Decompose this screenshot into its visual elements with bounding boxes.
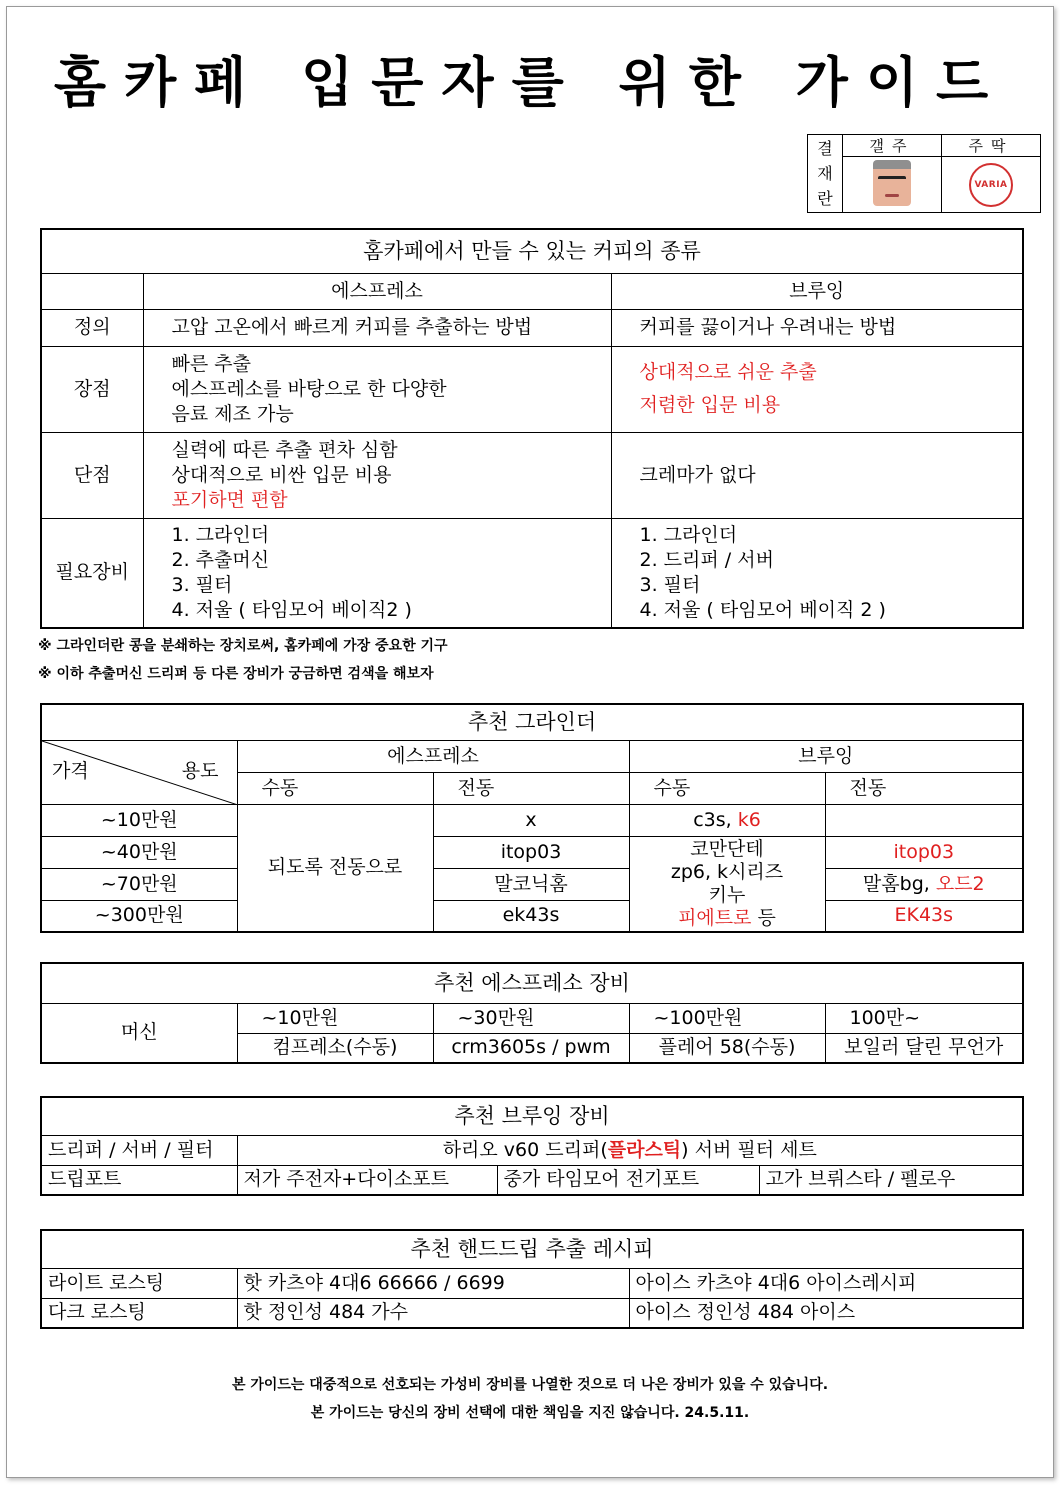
approval-label: 결 재 란 [808, 135, 843, 213]
esp-electric-1: x [433, 804, 629, 836]
light-roast-ice: 아이스 카츠야 4대6 아이스레시피 [629, 1268, 1023, 1298]
esp-price-4: 100만~ [825, 1003, 1023, 1033]
esp-price-1: ~10만원 [237, 1003, 433, 1033]
equip-espresso: 1. 그라인더 2. 추출머신 3. 필터 4. 저울 ( 타임모어 베이직2 ) [143, 518, 611, 628]
approval-stamp-cell [942, 157, 1041, 213]
esp-electric-4: ek43s [433, 900, 629, 932]
approval-col-2: 주딱 [942, 135, 1041, 157]
grinder-col-brewing: 브루잉 [629, 740, 1023, 772]
recipe-title: 추천 핸드드립 추출 레시피 [41, 1230, 1023, 1268]
pot-label: 드립포트 [41, 1165, 237, 1195]
pros-espresso: 빠른 추출 에스프레소를 바탕으로 한 다양한 음료 제조 가능 [143, 346, 611, 432]
dripper-label: 드리퍼 / 서버 / 필터 [41, 1135, 237, 1165]
price-row-1: ~10만원 [41, 804, 237, 836]
row-label-equipment: 필요장비 [41, 518, 143, 628]
espresso-gear-table [40, 962, 1024, 1064]
approval-box [807, 134, 1041, 213]
col-brewing: 브루잉 [611, 273, 1023, 309]
esp-item-3: 플레어 58(수동) [629, 1033, 825, 1063]
price-row-3: ~70만원 [41, 868, 237, 900]
esp-price-2: ~30만원 [433, 1003, 629, 1033]
esp-manual-header: 수동 [237, 772, 433, 804]
brew-electric-2: itop03 [825, 836, 1023, 868]
grinder-col-espresso: 에스프레소 [237, 740, 629, 772]
row-label-cons: 단점 [41, 432, 143, 518]
pot-mid: 중가 타임모어 전기포트 [497, 1165, 759, 1195]
esp-item-4: 보일러 달린 무언가 [825, 1033, 1023, 1063]
def-brewing: 커피를 끓이거나 우려내는 방법 [611, 309, 1023, 346]
row-label-definition: 정의 [41, 309, 143, 346]
brewing-gear-title: 추천 브루잉 장비 [41, 1097, 1023, 1135]
pros-brewing: 상대적으로 쉬운 추출 저렴한 입문 비용 [611, 346, 1023, 432]
dark-roast-ice: 아이스 정인성 484 아이스 [629, 1298, 1023, 1328]
esp-manual-value: 되도록 전동으로 [237, 804, 433, 932]
note-grinder: ※ 그라인더란 콩을 분쇄하는 장치로써, 홈카페에 가장 중요한 기구 [38, 638, 448, 654]
grinder-title: 추천 그라인더 [41, 704, 1023, 740]
approval-photo-cell [843, 157, 942, 213]
dark-roast-hot: 핫 정인성 484 가수 [237, 1298, 629, 1328]
footer-line-1: 본 가이드는 대중적으로 선호되는 가성비 장비를 나열한 것으로 더 나은 장비가 있을 수 있습니다. [231, 1377, 829, 1393]
esp-electric-2: itop03 [433, 836, 629, 868]
esp-price-3: ~100만원 [629, 1003, 825, 1033]
espresso-gear-title: 추천 에스프레소 장비 [41, 963, 1023, 1003]
coffee-types-title: 홈카페에서 만들 수 있는 커피의 종류 [41, 229, 1023, 273]
row-label-pros: 장점 [41, 346, 143, 432]
grinder-table [40, 703, 1024, 933]
corner-use: 용도 [181, 759, 219, 782]
esp-electric-header: 전동 [433, 772, 629, 804]
note-search: ※ 이하 추출머신 드리퍼 등 다른 장비가 궁금하면 검색을 해보자 [38, 666, 434, 682]
dark-roast-label: 다크 로스팅 [41, 1298, 237, 1328]
cons-brewing: 크레마가 없다 [611, 432, 1023, 518]
brew-manual-merged: 코만단테 zp6, k시리즈 키누 피에트로 등 [629, 836, 825, 932]
esp-item-2: crm3605s / pwm [433, 1033, 629, 1063]
esp-item-1: 컴프레소(수동) [237, 1033, 433, 1063]
light-roast-label: 라이트 로스팅 [41, 1268, 237, 1298]
coffee-types-table [40, 228, 1024, 629]
price-row-4: ~300만원 [41, 900, 237, 932]
espresso-gear-label: 머신 [41, 1003, 237, 1063]
brew-electric-header: 전동 [825, 772, 1023, 804]
brewing-gear-table [40, 1096, 1024, 1196]
esp-electric-3: 말코닉홈 [433, 868, 629, 900]
brew-manual-header: 수동 [629, 772, 825, 804]
footer-line-2: 본 가이드는 당신의 장비 선택에 대한 책임을 지진 않습니다. 24.5.11. [310, 1405, 750, 1421]
approval-col-1: 갤주 [843, 135, 942, 157]
brew-electric-3: 말홈bg, 오드2 [825, 868, 1023, 900]
varia-logo-icon: VARIA [969, 163, 1013, 207]
portrait-image [873, 160, 911, 206]
light-roast-hot: 핫 카츠야 4대6 66666 / 6699 [237, 1268, 629, 1298]
price-row-2: ~40만원 [41, 836, 237, 868]
page-title: 홈카페 입문자를 위한 가이드 [53, 51, 1007, 114]
pot-high: 고가 브뤼스타 / 펠로우 [759, 1165, 1023, 1195]
grinder-corner-cell [41, 740, 237, 804]
dripper-value: 하리오 v60 드리퍼(플라스틱) 서버 필터 세트 [237, 1135, 1023, 1165]
brew-electric-4: EK43s [825, 900, 1023, 932]
brew-manual-1: c3s, k6 [629, 804, 825, 836]
recipe-table [40, 1229, 1024, 1329]
corner-price: 가격 [52, 759, 89, 782]
col-espresso: 에스프레소 [143, 273, 611, 309]
pot-low: 저가 주전자+다이소포트 [237, 1165, 497, 1195]
cons-espresso: 실력에 따른 추출 편차 심함 상대적으로 비싼 입문 비용 포기하면 편함 [143, 432, 611, 518]
def-espresso: 고압 고온에서 빠르게 커피를 추출하는 방법 [143, 309, 611, 346]
equip-brewing: 1. 그라인더 2. 드리퍼 / 서버 3. 필터 4. 저울 ( 타임모어 베이직 2 ) [611, 518, 1023, 628]
